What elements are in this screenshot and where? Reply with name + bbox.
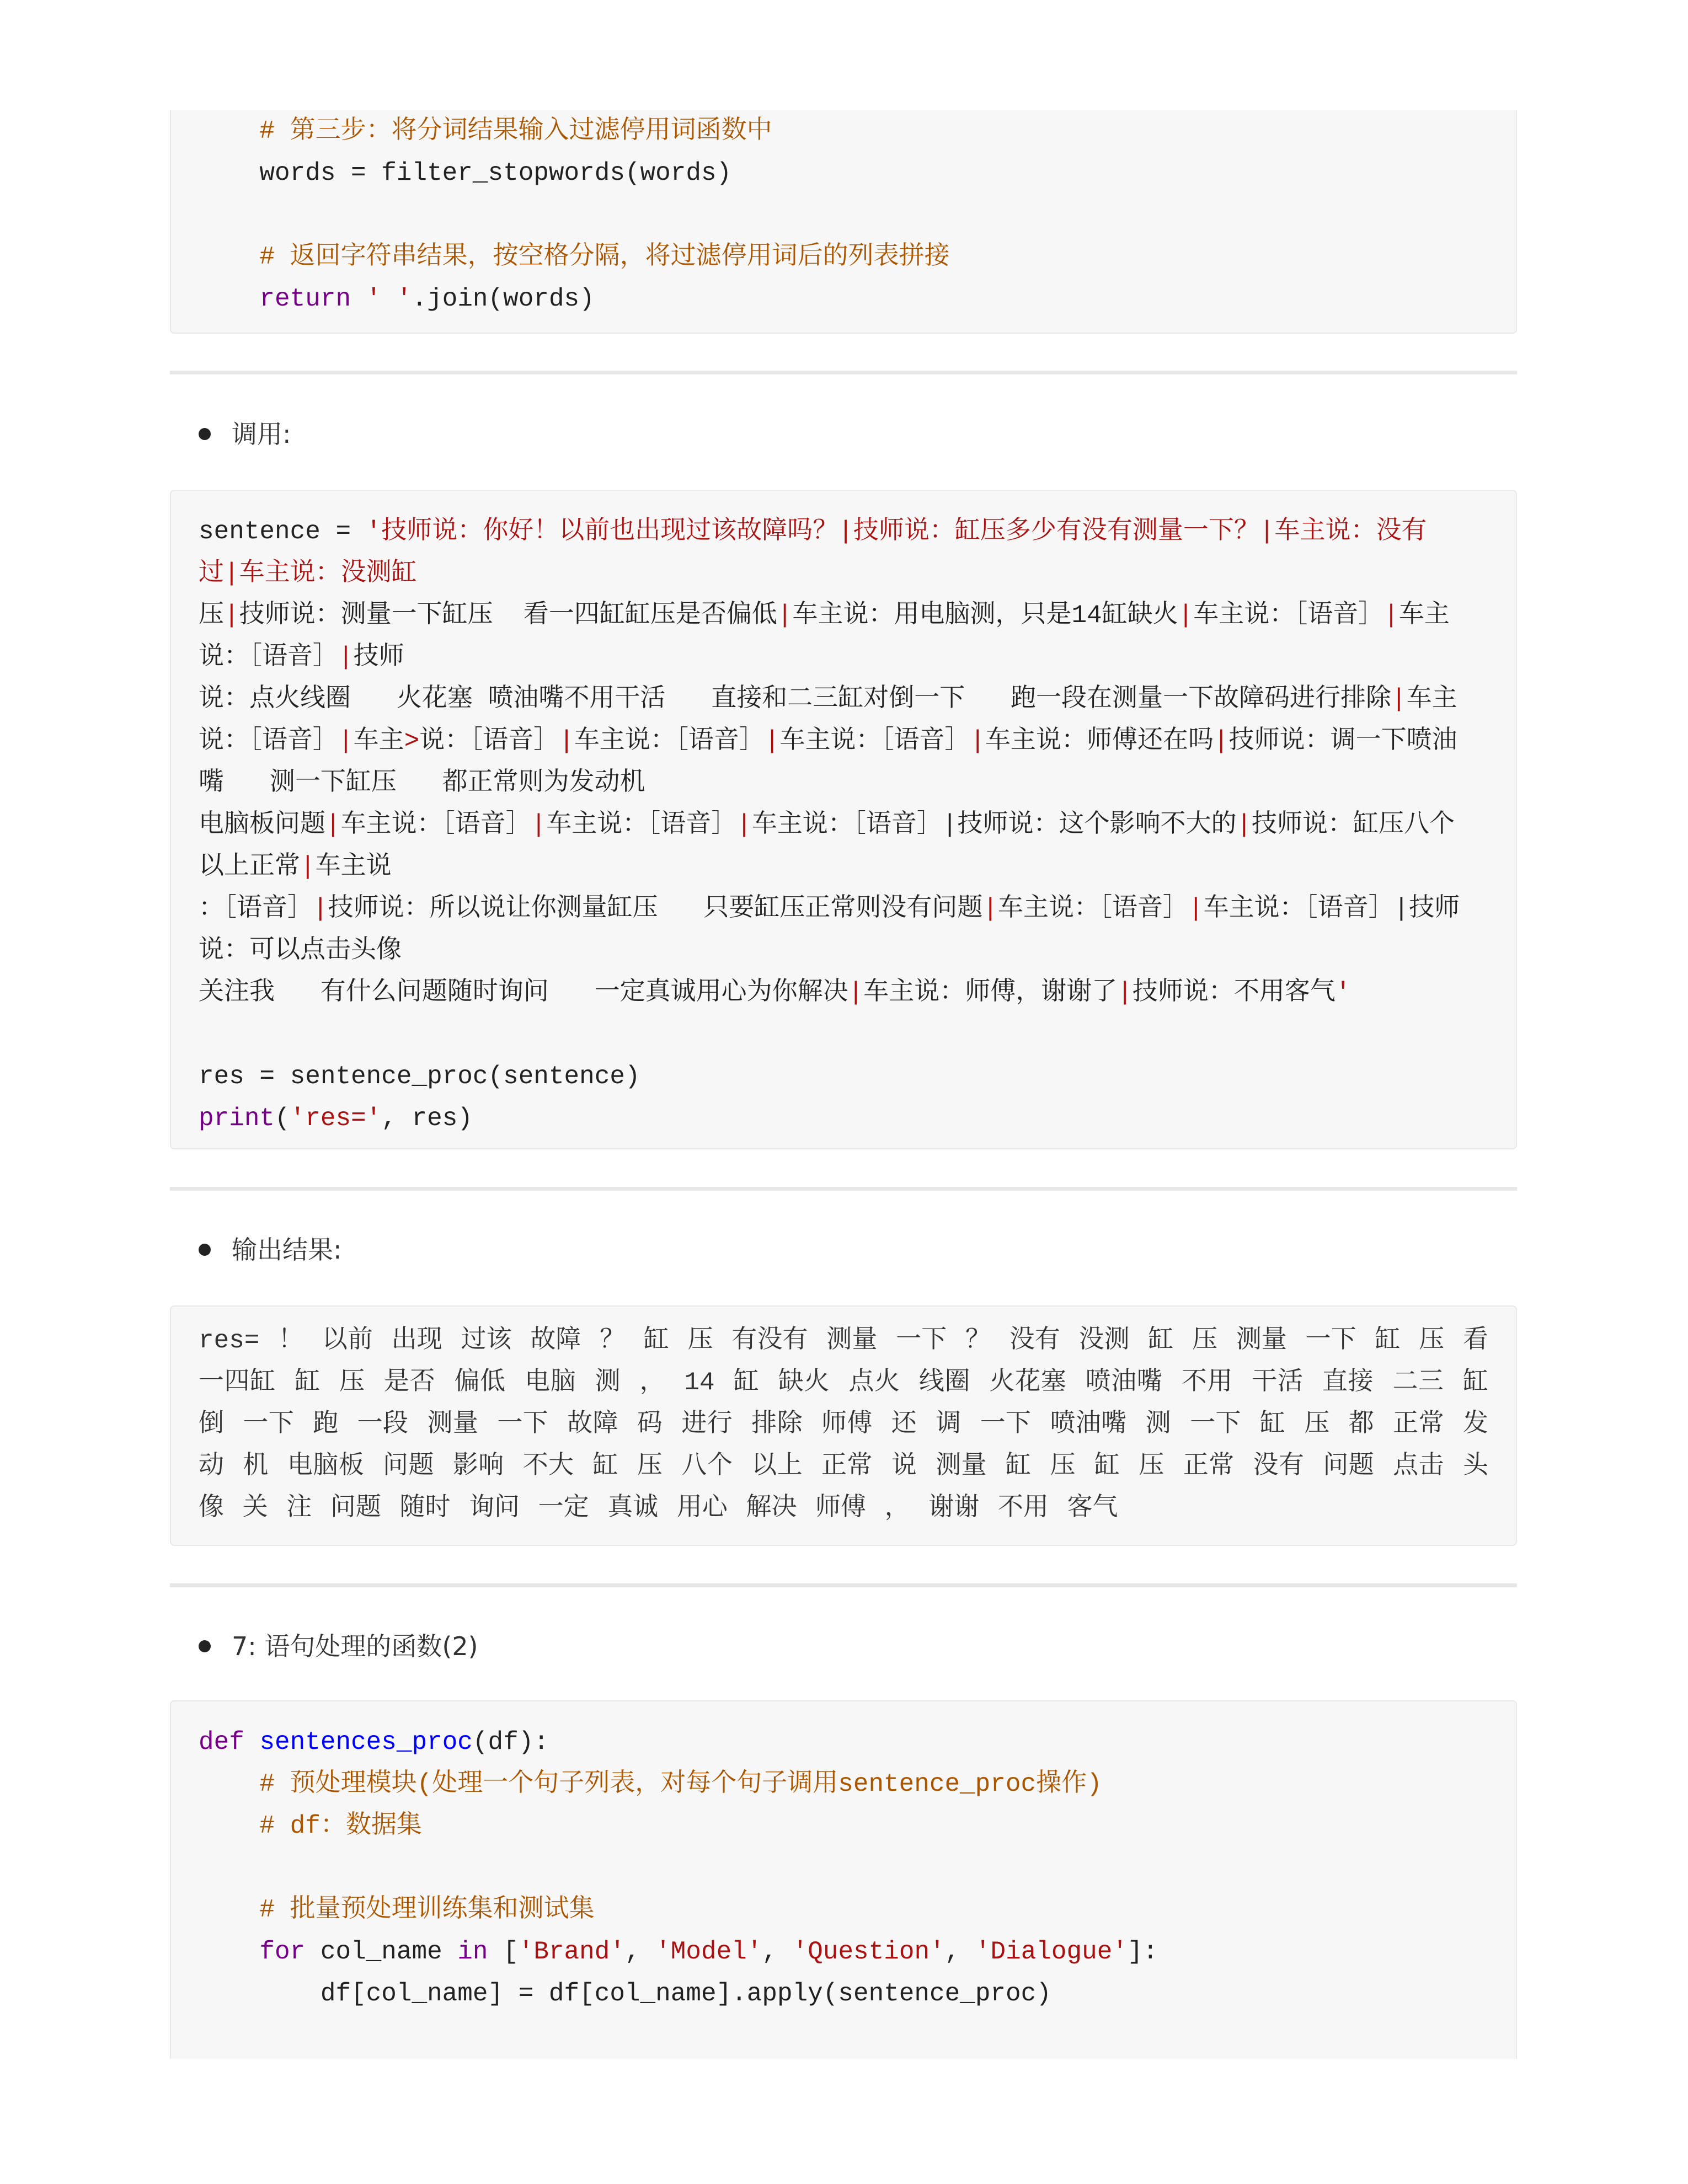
code-text: | (942, 811, 958, 839)
code-pipe: | (325, 811, 341, 839)
code-text: 技师说：这个影响不大的 (957, 811, 1237, 839)
divider (170, 1583, 1517, 1587)
code-text: df[col_name] = df[col_name].apply(sentence_proc) (199, 1979, 1051, 2008)
code-comment: # 批量预处理训练集和测试集 (259, 1896, 595, 1924)
code-line (199, 553, 1488, 595)
code-text: 说：［语音］ (199, 727, 338, 756)
code-text: 关注我 有什么问题随时询问 一定真诚用心为你解决 (199, 978, 848, 1007)
code-pipe: | (1391, 685, 1407, 714)
code-pipe: | (1117, 978, 1133, 1007)
code-text: 技师说：缸压八个 (1252, 811, 1455, 839)
code-text: 车主说：师傅，谢谢了 (863, 978, 1118, 1007)
bullet-output (199, 1229, 342, 1271)
code-pipe: | (338, 727, 354, 756)
code-line (199, 1056, 1488, 1098)
code-line (199, 804, 1488, 846)
code-string: 'Dialogue' (975, 1937, 1128, 1966)
code-comment: # 第三步：将分词结果输入过滤停用词函数中 (259, 117, 772, 146)
code-text (199, 117, 259, 146)
code-text: 说：可以点击头像 (199, 936, 402, 965)
code-text (351, 285, 366, 313)
code-text: , res) (381, 1104, 473, 1133)
code-pipe: | (764, 727, 780, 756)
code-pipe: | (982, 895, 998, 923)
code-line (199, 1931, 1488, 1973)
code-line (199, 110, 1488, 152)
code-pipe: | (1188, 895, 1204, 923)
divider (170, 1187, 1517, 1191)
divider (170, 371, 1517, 374)
code-block-sentences-proc (170, 1700, 1517, 2059)
bullet-sentences-proc (199, 1625, 478, 1667)
code-keyword: in (457, 1937, 488, 1966)
code-text: 技师说：测量一下缸压 看一四缸缸压是否偏低 (239, 601, 777, 630)
code-text: 车主 (353, 727, 404, 756)
code-text (199, 1812, 259, 1840)
code-text: , (762, 1937, 793, 1966)
code-text: ：［语音］ (199, 895, 313, 923)
bullet-label: 调用: (232, 419, 291, 449)
code-comment: # df：数据集 (259, 1812, 422, 1840)
code-line (199, 1721, 1488, 1763)
code-pipe: | (559, 727, 574, 756)
code-comment: # 返回字符串结果，按空格分隔，将过滤停用词后的列表拼接 (259, 243, 950, 271)
code-line (199, 1014, 1488, 1056)
code-def-name: sentences_proc (259, 1728, 473, 1757)
code-text: 车主说：［语音］ (546, 811, 737, 839)
code-pipe: | (1178, 601, 1194, 630)
output-text: res= ！ 以前 出现 过该 故障 ？ 缸 压 有没有 测量 一下 ？ 没有 没测 缸 压 测量 一下 缸 压 看 一四缸 缸 压 是否 偏低 电脑 测 ， 14 缸 缺火 点火 线圈 火花塞 喷油嘴 不用 干活 直接 二三 缸 倒 一下 跑 一段 测量 一下 故障 码 进行 排除 师傅 还 调 一下 喷油嘴 测 一下 缸 压 都 正常 发动 机 电脑板 问题 影响 不大 缸 压 八个 以上 正常 说 测量 缸 压 缸 压 正常 没有 问题 点击 头像 关 注 问题 随时 询问 一定 真诚 用心 解决 师傅 ， 谢谢 不用 客气 (199, 1326, 1488, 1523)
code-pipe: | (531, 811, 547, 839)
code-text: 车主说：［语音］ (998, 895, 1189, 923)
code-text: 技师说：不用客气 (1132, 978, 1336, 1007)
code-text (199, 1937, 259, 1966)
bullet-label: 7: 语句处理的函数(2) (232, 1631, 478, 1661)
code-line (199, 1889, 1488, 1931)
code-text: 说：［语音］ (419, 727, 559, 756)
code-pipe: | (848, 978, 864, 1007)
code-pipe: | (224, 601, 239, 630)
code-string: ' ' (366, 285, 412, 313)
code-text (199, 243, 259, 271)
code-text: 车主说：师傅还在吗 (985, 727, 1214, 756)
code-comment: # 预处理模块(处理一个句子列表，对每个句子调用sentence_proc操作) (259, 1770, 1102, 1798)
code-pipe: | (736, 811, 752, 839)
code-text: 车主说：［语音］ (1193, 601, 1384, 630)
code-string: '技师说：你好！以前也出现过该故障吗？|技师说：缸压多少有没有测量一下？|车主说：没有 (366, 517, 1427, 546)
bullet-call (199, 413, 291, 455)
code-string: 'res=' (290, 1104, 382, 1133)
code-text (199, 1896, 259, 1924)
code-text: 技师 (353, 643, 404, 672)
code-text: 技师说：调一下喷油 (1228, 727, 1457, 756)
code-text: 技师说：所以说让你测量缸压 只要缸压正常则没有问题 (328, 895, 983, 923)
bullet-dot-icon (199, 1244, 211, 1256)
code-text: res = sentence_proc(sentence) (199, 1062, 640, 1091)
code-text: 车主 (1406, 685, 1457, 714)
code-keyword: for (259, 1937, 306, 1966)
code-line (199, 1763, 1488, 1805)
code-line (199, 888, 1488, 930)
code-line (199, 511, 1488, 553)
code-text (199, 285, 259, 313)
code-pipe: | (300, 853, 316, 881)
code-line (199, 930, 1488, 972)
code-keyword: def (199, 1728, 244, 1757)
code-pipe: | (1214, 727, 1229, 756)
code-text: 电脑板问题 (199, 811, 325, 839)
bullet-dot-icon (199, 428, 211, 440)
code-text: 嘴 测一下缸压 都正常则为发动机 (199, 769, 645, 797)
code-text: 压 (199, 601, 224, 630)
code-text: (df): (472, 1728, 549, 1757)
code-pipe: | (313, 895, 328, 923)
code-string: 'Question' (792, 1937, 945, 1966)
code-text: , (624, 1937, 656, 1966)
code-block-sentence-call (170, 490, 1517, 1149)
code-keyword: print (199, 1104, 275, 1133)
code-text: 技师 (1409, 895, 1460, 923)
code-line (199, 1973, 1488, 2015)
code-text: , (944, 1937, 975, 1966)
output-block (170, 1305, 1517, 1546)
code-text: 车主说：用电脑测，只是14缸缺火 (792, 601, 1178, 630)
code-line (199, 194, 1488, 236)
code-pipe: > (404, 727, 420, 756)
code-line (199, 595, 1488, 636)
code-pipe: | (1236, 811, 1252, 839)
code-text: words = filter_stopwords(words) (199, 159, 732, 188)
code-line (199, 762, 1488, 804)
code-text: .join(words) (412, 285, 595, 313)
code-pipe: | (777, 601, 793, 630)
code-text: [ (488, 1937, 519, 1966)
code-line (199, 278, 1488, 320)
code-text: sentence = (199, 517, 366, 546)
code-line (199, 720, 1488, 762)
code-line (199, 1847, 1488, 1889)
bullet-label: 输出结果: (232, 1235, 342, 1265)
code-line (199, 1098, 1488, 1139)
code-text (244, 1728, 260, 1757)
bullet-dot-icon (199, 1640, 211, 1652)
code-pipe: | (338, 643, 354, 672)
code-line (199, 152, 1488, 194)
code-block-filter-stopwords (170, 110, 1517, 334)
code-text: 以上正常 (199, 853, 300, 881)
code-string: 'Brand' (518, 1937, 625, 1966)
code-text: ( (275, 1104, 290, 1133)
code-text (199, 1770, 259, 1798)
code-text: 车主说：［语音］ (340, 811, 531, 839)
code-text: 车主说：［语音］ (1203, 895, 1394, 923)
code-line (199, 678, 1488, 720)
code-line (199, 846, 1488, 888)
code-string: ' (1335, 978, 1351, 1007)
code-text: 车主说：［语音］ (574, 727, 765, 756)
code-pipe: | (970, 727, 986, 756)
code-text: 车主说：［语音］ (779, 727, 970, 756)
code-string: 'Model' (655, 1937, 762, 1966)
code-text: col_name (305, 1937, 458, 1966)
code-text: 车主说 (315, 853, 392, 881)
code-text: 车主说：［语音］ (751, 811, 942, 839)
code-pipe: | (1383, 601, 1399, 630)
code-line (199, 236, 1488, 278)
code-text: 说：［语音］ (199, 643, 338, 672)
code-text: 车主 (1398, 601, 1450, 630)
code-string: 过|车主说：没测缸 (199, 559, 417, 588)
code-keyword: return (259, 285, 351, 313)
code-line (199, 972, 1488, 1014)
code-text: | (1393, 895, 1409, 923)
code-text: ]: (1127, 1937, 1158, 1966)
code-line (199, 1805, 1488, 1847)
code-text: 说：点火线圈 火花塞 喷油嘴不用干活 直接和二三缸对倒一下 跑一段在测量一下故障码进行排除 (199, 685, 1392, 714)
code-line (199, 636, 1488, 678)
